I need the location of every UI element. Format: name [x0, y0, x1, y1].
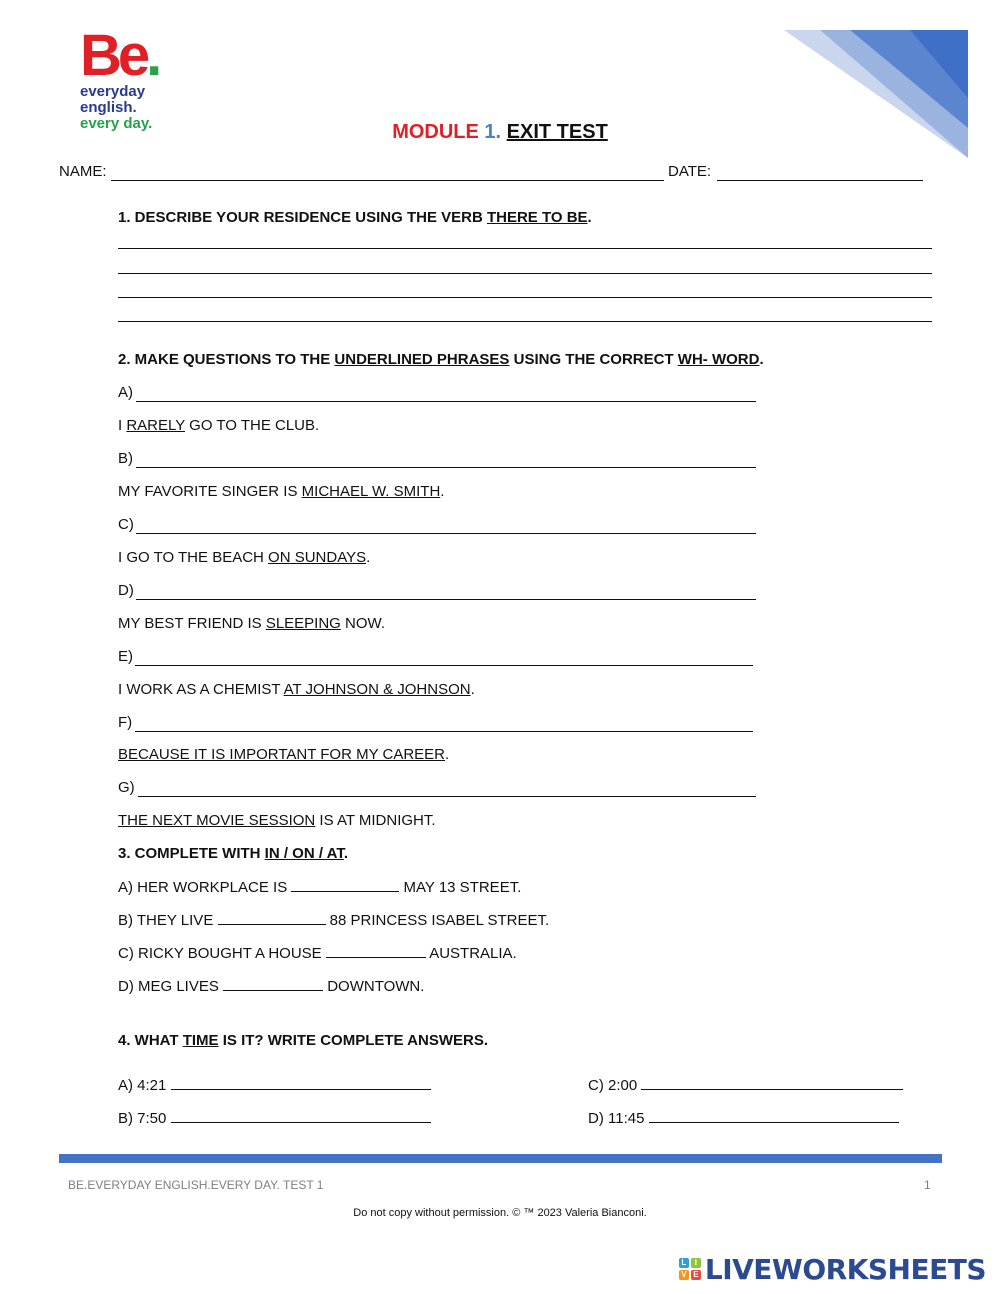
q4-item: [118, 1076, 431, 1095]
q3-suffix: .: [343, 845, 349, 862]
statement-text: I GO TO THE BEACH: [118, 549, 269, 566]
logo-line-2: english.: [80, 99, 137, 116]
q3-item: [118, 911, 549, 930]
q2-part-2: USING THE CORRECT: [509, 351, 678, 368]
live-grid-icon: [679, 1258, 701, 1280]
q1-answer-line-3[interactable]: [118, 297, 932, 298]
q2-answer-line[interactable]: [135, 731, 753, 732]
statement-text: .: [440, 483, 445, 500]
page-title: [0, 121, 1000, 144]
statement-text: GO TO THE CLUB.: [184, 417, 320, 434]
date-label: DATE:: [668, 163, 712, 180]
q3-item-suffix: 88 PRINCESS ISABEL STREET.: [329, 912, 550, 929]
logo-dot: .: [146, 23, 159, 88]
q2-statement: [118, 549, 370, 567]
q3-item-suffix: DOWNTOWN.: [327, 978, 425, 995]
q2-underlined-1: UNDERLINED PHRASES: [334, 351, 510, 368]
q3-item: [118, 977, 424, 996]
statement-text: .: [470, 681, 475, 698]
q2-answer-line[interactable]: [136, 401, 756, 402]
q3-prefix: 3. COMPLETE WITH: [118, 845, 265, 862]
q3-item-prefix: C) RICKY BOUGHT A HOUSE: [118, 945, 322, 962]
live-grid-letter: V: [679, 1270, 689, 1280]
q2-item-letter: D): [118, 582, 134, 599]
statement-underlined: THE NEXT MOVIE SESSION: [118, 812, 316, 829]
statement-text: NOW.: [340, 615, 386, 632]
q2-item-letter: G): [118, 779, 135, 796]
title-number: 1.: [484, 121, 502, 143]
q3-blank[interactable]: [326, 944, 426, 958]
q2-statement: [118, 417, 319, 435]
q3-item-prefix: B) THEY LIVE: [118, 912, 214, 929]
logo-be-text: Be: [80, 23, 147, 88]
q3-item-prefix: D) MEG LIVES: [118, 978, 219, 995]
q1-prefix: 1. DESCRIBE YOUR RESIDENCE USING THE VERB: [118, 209, 487, 226]
q1-underlined: THERE TO BE: [486, 209, 588, 226]
q4-item-label: B) 7:50: [118, 1110, 167, 1127]
q4-answer-blank[interactable]: [171, 1076, 431, 1090]
q1-answer-line-4[interactable]: [118, 321, 932, 322]
liveworksheets-wordmark: LIVEWORKSHEETS: [704, 1252, 986, 1286]
statement-text: .: [366, 549, 371, 566]
live-grid-letter: E: [691, 1270, 701, 1280]
name-label: NAME:: [59, 163, 107, 180]
q4-answer-blank[interactable]: [641, 1076, 903, 1090]
q4-item: [118, 1109, 431, 1128]
q4-answer-blank[interactable]: [171, 1109, 431, 1123]
footer-bar: [59, 1154, 942, 1163]
q4-answer-blank[interactable]: [649, 1109, 899, 1123]
q4-prefix: 4. WHAT: [118, 1032, 183, 1049]
q1-suffix: .: [587, 209, 592, 226]
q3-item: [118, 944, 517, 963]
date-field[interactable]: [717, 180, 923, 181]
statement-underlined: SLEEPING: [265, 615, 341, 632]
statement-text: I WORK AS A CHEMIST: [118, 681, 284, 698]
q2-statement: [118, 483, 444, 501]
statement-underlined: AT JOHNSON & JOHNSON: [283, 681, 471, 698]
logo-line-1: everyday: [80, 83, 146, 100]
q2-answer-line[interactable]: [136, 533, 756, 534]
live-grid-letter: I: [691, 1258, 701, 1268]
q3-blank[interactable]: [291, 878, 399, 892]
statement-text: IS AT MIDNIGHT.: [315, 812, 436, 829]
question-2-heading: [118, 351, 764, 369]
q2-answer-line[interactable]: [135, 665, 753, 666]
q2-answer-line[interactable]: [136, 599, 756, 600]
q4-item-label: D) 11:45: [588, 1110, 645, 1127]
statement-text: MY BEST FRIEND IS: [118, 615, 266, 632]
q2-statement: [118, 746, 449, 764]
title-exit-test: EXIT TEST: [506, 121, 608, 143]
q4-item-label: C) 2:00: [588, 1077, 638, 1094]
question-1-heading: [118, 209, 592, 227]
q2-item-letter: B): [118, 450, 133, 467]
q3-item: [118, 878, 521, 897]
q3-blank[interactable]: [218, 911, 326, 925]
statement-underlined: ON SUNDAYS: [268, 549, 367, 566]
q4-underlined: TIME: [182, 1032, 219, 1049]
statement-text: .: [445, 746, 450, 763]
q3-item-suffix: AUSTRALIA.: [429, 945, 517, 962]
q2-part-1: 2. MAKE QUESTIONS TO THE: [118, 351, 335, 368]
q2-statement: [118, 615, 385, 633]
q4-item: [588, 1076, 903, 1095]
page-number: 1: [924, 1178, 931, 1192]
q2-item-letter: A): [118, 384, 133, 401]
statement-underlined: BECAUSE IT IS IMPORTANT FOR MY CAREER: [118, 746, 446, 763]
q1-answer-line-2[interactable]: [118, 273, 932, 274]
question-4-heading: [118, 1032, 488, 1050]
statement-text: MY FAVORITE SINGER IS: [118, 483, 302, 500]
logo-line-3: every day.: [80, 115, 153, 132]
statement-text: I: [118, 417, 127, 434]
q2-underlined-2: WH- WORD: [677, 351, 760, 368]
question-3-heading: [118, 845, 348, 863]
statement-underlined: MICHAEL W. SMITH: [301, 483, 441, 500]
q4-suffix: IS IT? WRITE COMPLETE ANSWERS.: [218, 1032, 489, 1049]
q2-statement: [118, 812, 436, 830]
q3-item-prefix: A) HER WORKPLACE IS: [118, 879, 288, 896]
q2-item-letter: F): [118, 714, 133, 731]
live-grid-letter: L: [679, 1258, 689, 1268]
q2-item-letter: C): [118, 516, 134, 533]
q2-answer-line[interactable]: [138, 796, 756, 797]
copyright-notice: Do not copy without permission. © ™ 2023 Valeria Bianconi.: [353, 1207, 647, 1219]
name-field[interactable]: [111, 180, 664, 181]
q4-item-label: A) 4:21: [118, 1077, 167, 1094]
statement-underlined: RARELY: [126, 417, 185, 434]
q2-answer-line[interactable]: [136, 467, 756, 468]
q4-item: [588, 1109, 899, 1128]
q3-item-suffix: MAY 13 STREET.: [403, 879, 522, 896]
q2-part-3: .: [759, 351, 764, 368]
q2-statement: [118, 681, 475, 699]
q1-answer-line-1[interactable]: [118, 248, 932, 249]
q3-blank[interactable]: [223, 977, 323, 991]
footer-text: BE.EVERYDAY ENGLISH.EVERY DAY. TEST 1: [68, 1178, 324, 1192]
q2-item-letter: E): [118, 648, 133, 665]
q3-underlined: IN / ON / AT: [264, 845, 344, 862]
title-module: MODULE: [392, 121, 485, 143]
liveworksheets-logo: [679, 1254, 986, 1284]
